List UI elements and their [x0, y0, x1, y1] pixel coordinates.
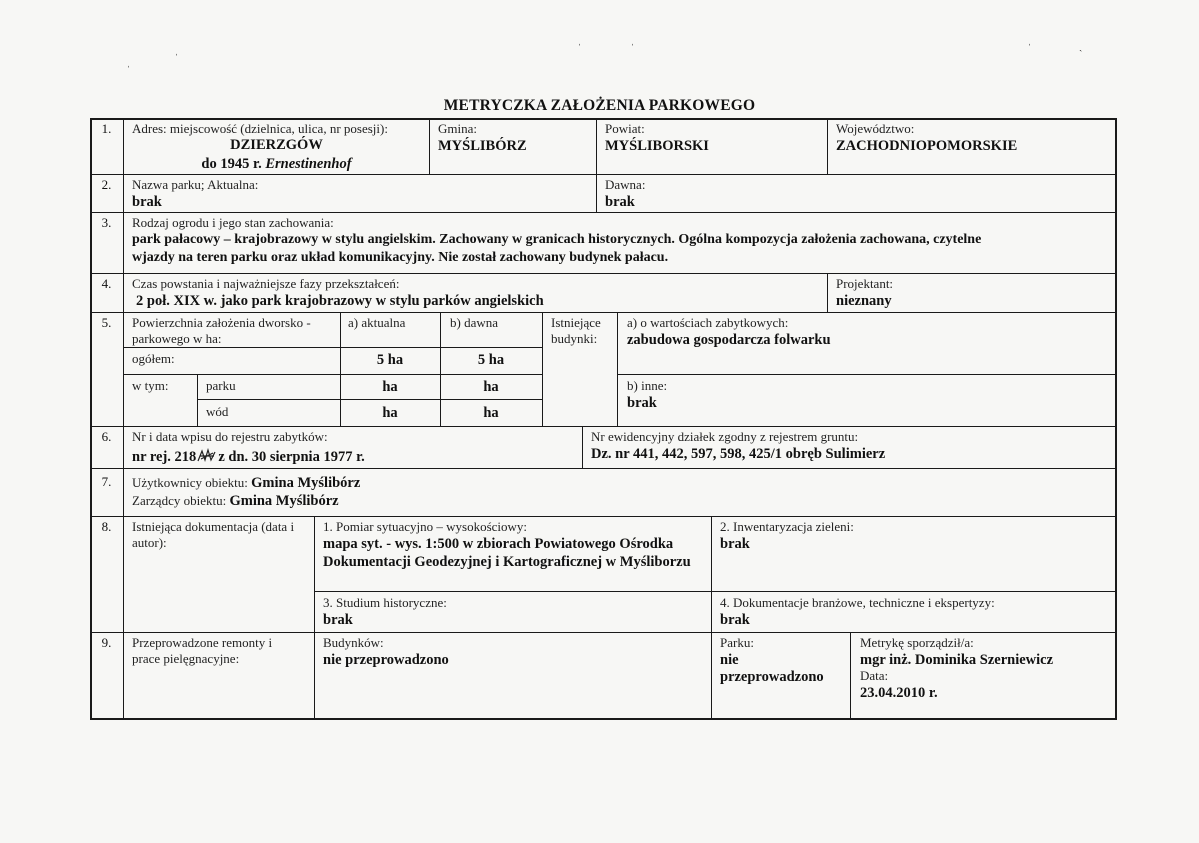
date-value: 23.04.2010 r.	[860, 685, 938, 701]
former-name-value: brak	[605, 194, 635, 210]
author-value: mgr inż. Dominika Szerniewicz	[860, 652, 1054, 668]
row-number-3: 3.	[101, 215, 112, 230]
total-label: ogółem:	[132, 351, 175, 366]
survey-value: mapa syt. - wys. 1:500 w zbiorach Powiatowego Ośrodka Dokumentacji Geodezyjnej i Kartograficznej w Myśliborzu	[323, 536, 691, 570]
park-works-value-2: przeprowadzono	[720, 669, 824, 685]
survey-label: 1. Pomiar sytuacyjno – wysokościowy:	[323, 519, 528, 534]
water-area-former: ha	[483, 405, 499, 421]
historic-name: do 1945 r. Ernestinenhof	[201, 156, 352, 172]
park-works-value-1: nie	[720, 652, 739, 668]
row-number-5: 5.	[101, 315, 112, 330]
park-works-label: Parku:	[720, 635, 754, 650]
row-number-9: 9.	[101, 635, 112, 650]
park-name-label: Nazwa parku; Aktualna:	[132, 177, 259, 192]
park-area-current: ha	[382, 379, 398, 395]
users-line: Użytkownicy obiektu: Gmina Myślibórz	[132, 475, 361, 491]
including-label: w tym:	[132, 378, 169, 393]
garden-type-line-1: park pałacowy – krajobrazowy w stylu angielskim. Zachowany w granicach historycznych. Ogólna kompozycja założenia zachowana, czytelne	[132, 232, 982, 247]
monuments-value: zabudowa gospodarcza folwarku	[627, 332, 831, 348]
park-area-former: ha	[483, 379, 499, 395]
row-number-1: 1.	[101, 121, 112, 136]
powiat-value: MYŚLIBORSKI	[605, 138, 709, 154]
author-label: Metrykę sporządził/a:	[860, 635, 974, 650]
register-label: Nr i data wpisu do rejestru zabytków:	[132, 429, 328, 444]
origin-label: Czas powstania i najważniejsze fazy przekształceń:	[132, 276, 400, 291]
date-label: Data:	[860, 668, 889, 683]
voivodeship-label: Województwo:	[836, 121, 915, 136]
technical-docs-value: brak	[720, 612, 750, 628]
area-current-label: a) aktualna	[348, 315, 406, 330]
row-number-2: 2.	[101, 177, 112, 192]
water-area-label: wód	[206, 404, 229, 419]
designer-value: nieznany	[836, 293, 892, 309]
row-number-4: 4.	[101, 276, 112, 291]
other-buildings-label: b) inne:	[627, 378, 668, 393]
row-number-8: 8.	[101, 519, 112, 534]
renovations-label: Przeprowadzone remonty i prace pielęgnacyjne:	[132, 635, 273, 666]
origin-value: 2 poł. XIX w. jako park krajobrazowy w stylu parków angielskich	[136, 293, 544, 309]
address-label: Adres: miejscowość (dzielnica, ulica, nr posesji):	[132, 121, 388, 136]
buildings-works-value: nie przeprowadzono	[323, 652, 449, 668]
monuments-label: a) o wartościach zabytkowych:	[627, 315, 789, 330]
total-current: 5 ha	[376, 352, 404, 368]
greenery-label: 2. Inwentaryzacja zieleni:	[720, 519, 854, 534]
plots-value: Dz. nr 441, 442, 597, 598, 425/1 obręb Sulimierz	[591, 446, 886, 462]
buildings-label: Istniejące budynki:	[551, 315, 601, 346]
park-area-label: parku	[206, 378, 236, 393]
garden-type-line-2: wjazdy na teren parku oraz układ komunikacyjny. Nie został zachowany budynek pałacu.	[132, 250, 669, 265]
row-number-6: 6.	[101, 429, 112, 444]
garden-type-label: Rodzaj ogrodu i jego stan zachowania:	[132, 215, 334, 230]
form-table	[90, 118, 1117, 720]
row-number-7: 7.	[101, 474, 112, 489]
designer-label: Projektant:	[836, 276, 894, 291]
greenery-value: brak	[720, 536, 750, 552]
park-name-value: brak	[132, 194, 162, 210]
register-value: nr rej. 218 z dn. 30 sierpnia 1977 r.	[132, 449, 365, 465]
plots-label: Nr ewidencyjny działek zgodny z rejestrem gruntu:	[591, 429, 859, 444]
voivodeship-value: ZACHODNIOPOMORSKIE	[836, 138, 1018, 154]
buildings-works-label: Budynków:	[323, 635, 384, 650]
area-label: Powierzchnia założenia dworsko - parkowego w ha:	[132, 315, 311, 346]
total-former: 5 ha	[477, 352, 505, 368]
gmina-label: Gmina:	[438, 121, 477, 136]
other-buildings-value: brak	[627, 395, 657, 411]
former-name-label: Dawna:	[605, 177, 646, 192]
powiat-label: Powiat:	[605, 121, 645, 136]
study-label: 3. Studium historyczne:	[323, 595, 447, 610]
document-title: METRYCZKA ZAŁOŻENIA PARKOWEGO	[443, 97, 756, 114]
area-former-label: b) dawna	[450, 315, 499, 330]
documentation-label: Istniejąca dokumentacja (data i autor):	[132, 519, 295, 550]
scribble-mark	[196, 448, 218, 464]
address-value: DZIERZGÓW	[230, 137, 323, 153]
study-value: brak	[323, 612, 353, 628]
managers-line: Zarządcy obiektu: Gmina Myślibórz	[132, 493, 339, 509]
water-area-current: ha	[382, 405, 398, 421]
gmina-value: MYŚLIBÓRZ	[438, 138, 527, 154]
technical-docs-label: 4. Dokumentacje branżowe, techniczne i ekspertyzy:	[720, 595, 995, 610]
